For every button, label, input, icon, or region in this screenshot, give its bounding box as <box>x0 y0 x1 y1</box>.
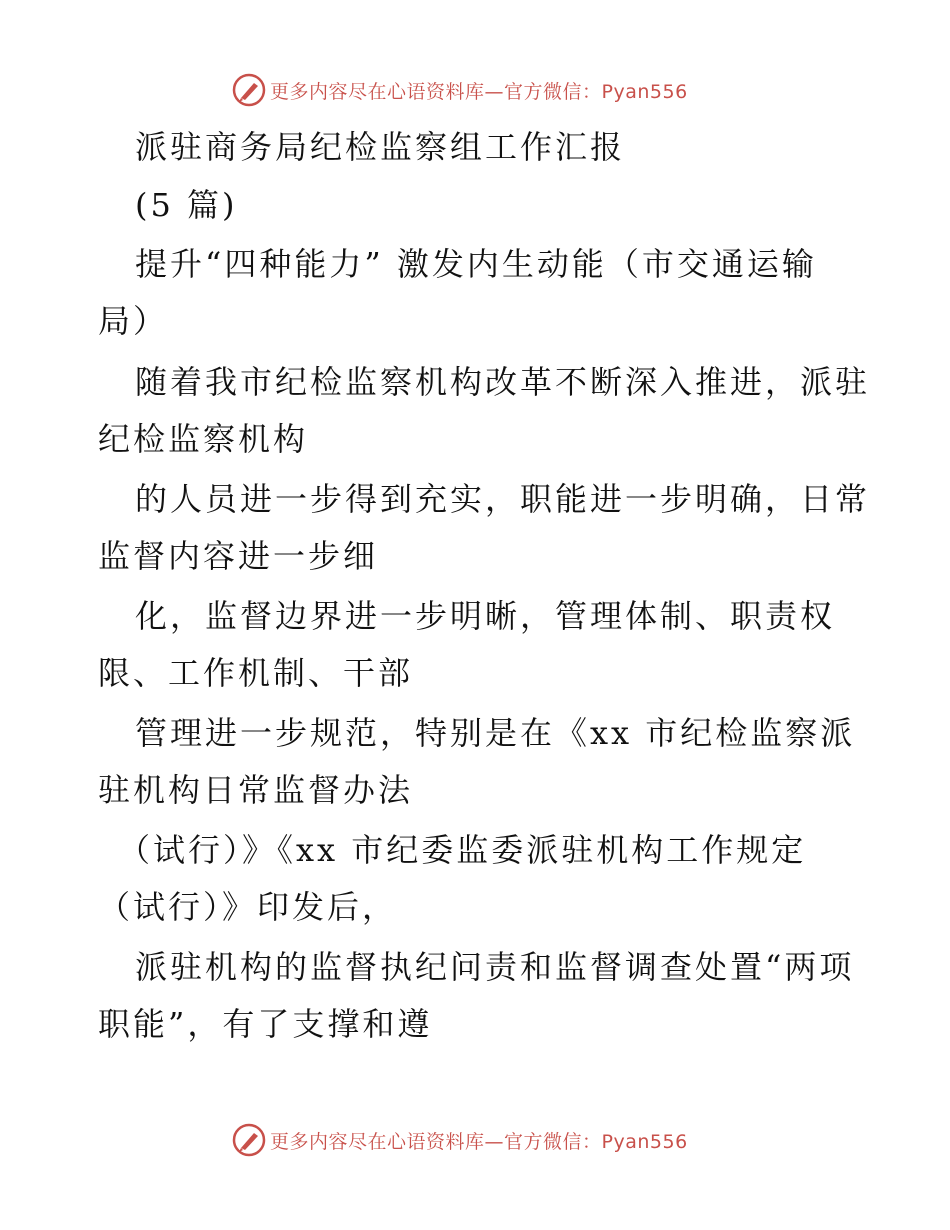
document-title: 派驻商务局纪检监察组工作汇报 <box>135 128 626 166</box>
paragraph-line: 驻机构日常监督办法 <box>98 771 414 809</box>
paragraph-line: 纪检监察机构 <box>98 420 309 458</box>
paragraph-line: 派驻机构的监督执纪问责和监督调查处置“两项 <box>135 948 855 986</box>
footer-banner-text: 更多内容尽在心语资料库—官方微信：Pyan556 <box>270 1130 688 1153</box>
paragraph-line: （试行）》印发后， <box>98 888 398 926</box>
paragraph-line: 随着我市纪检监察机构改革不断深入推进，派驻 <box>135 363 871 401</box>
paragraph-line: 的人员进一步得到充实，职能进一步明确，日常 <box>135 480 871 518</box>
paragraph-line: 职能”，有了支撑和遵 <box>98 1005 433 1043</box>
document-subtitle: (5 篇) <box>135 186 238 224</box>
section-heading: 提升“四种能力” 激发内生动能（市交通运输 <box>135 245 817 283</box>
paragraph-line: 限、工作机制、干部 <box>98 654 414 692</box>
pen-logo-icon <box>232 73 266 107</box>
footer-banner <box>232 1120 752 1160</box>
header-banner-text: 更多内容尽在心语资料库—官方微信：Pyan556 <box>270 80 688 103</box>
section-heading-cont: 局） <box>98 302 169 340</box>
paragraph-line: 管理进一步规范，特别是在《xx 市纪检监察派 <box>135 714 856 752</box>
paragraph-line: （试行）》《xx 市纪委监委派驻机构工作规定 <box>118 831 807 869</box>
pen-logo-icon <box>232 1123 266 1157</box>
header-banner <box>232 70 752 110</box>
paragraph-line: 化，监督边界进一步明晰，管理体制、职责权 <box>135 597 836 635</box>
paragraph-line: 监督内容进一步细 <box>98 537 379 575</box>
